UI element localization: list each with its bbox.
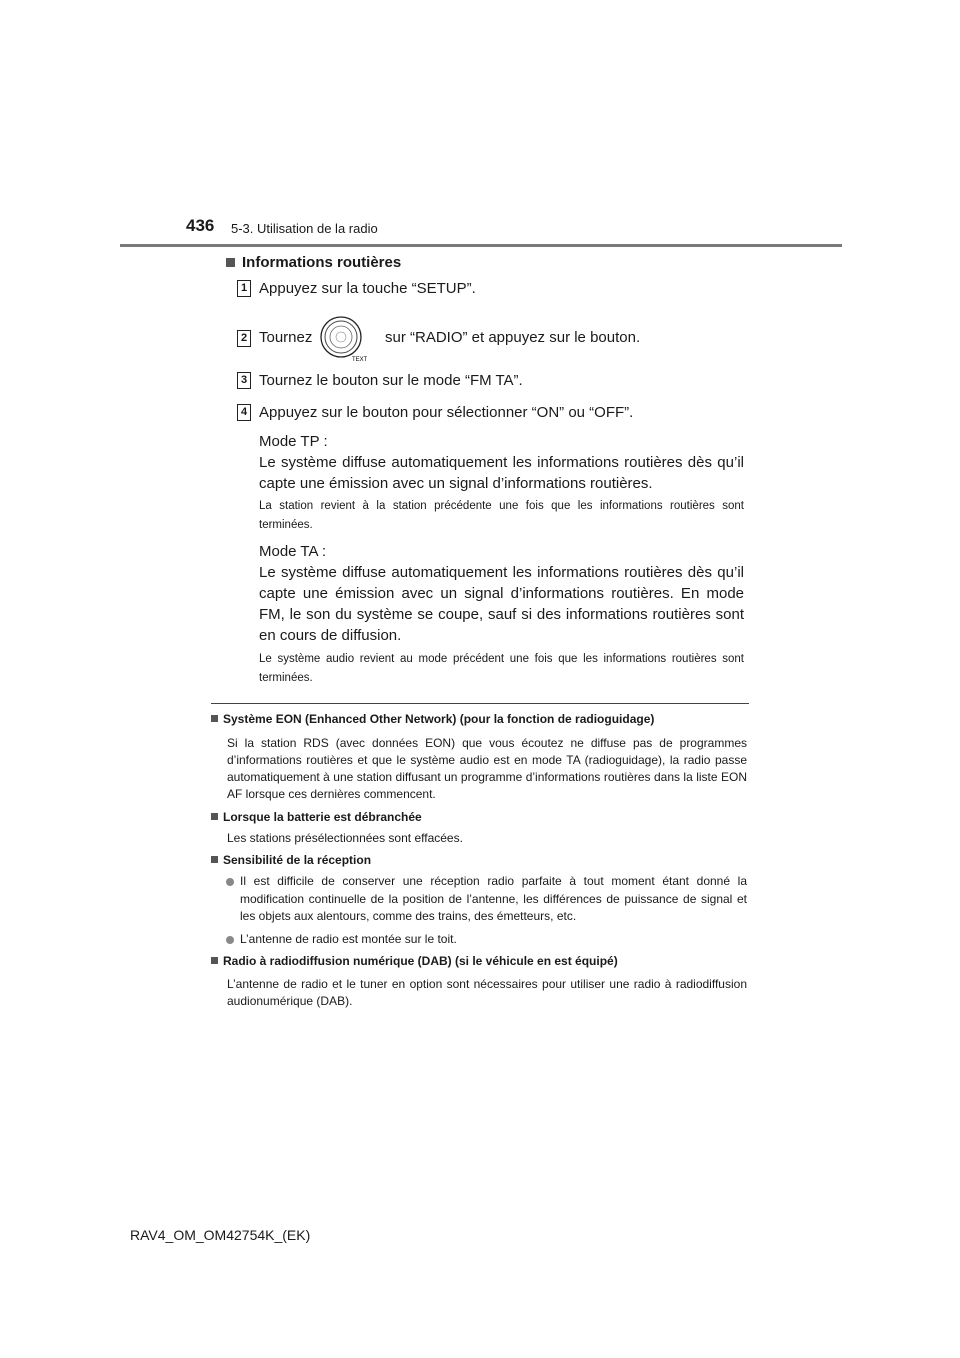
section-title: 5-3. Utilisation de la radio (231, 221, 378, 236)
square-bullet-icon (226, 258, 235, 267)
round-bullet-icon (226, 878, 234, 886)
main-heading-text: Informations routières (242, 254, 402, 271)
note-body-eon: Si la station RDS (avec données EON) que vous écoutez ne diffuse pas de programmes d’informations routières et que le système audio est en mode TA (radioguidage), la radio passe automatiquement à une station diffusant un programme d’informations routières dans la liste EON AF lorsque ces dernières commencent. (227, 736, 747, 801)
mode-tp-text: Le système diffuse automatiquement les informations routières dès qu’il capte une émission avec un signal d’informations routières. (259, 454, 744, 492)
step-text-4: Appuyez sur le bouton pour sélectionner “ON” ou “OFF”. (259, 404, 634, 421)
notes-divider (211, 703, 749, 704)
step-number-3: 3 (237, 372, 251, 389)
note-heading-dab-text: Radio à radiodiffusion numérique (DAB) (si le véhicule en est équipé) (223, 954, 618, 968)
step-text-2-before: Tournez (259, 329, 313, 346)
sensitivity-bullet-1: Il est difficile de conserver une réception radio parfaite à tout moment étant donné la modification continuelle de la position de l’antenne, les différences de puissance de signal et les objets aux alentours, comme des trains, des émetteurs, etc. (240, 874, 747, 923)
tune-knob-icon (319, 315, 367, 363)
step-text-2-after: sur “RADIO” et appuyez sur le bouton. (385, 329, 641, 346)
note-heading-battery-text: Lorsque la batterie est débranchée (223, 810, 422, 824)
square-bullet-icon (211, 856, 218, 863)
page-number: 436 (186, 216, 215, 235)
step-text-3: Tournez le bouton sur le mode “FM TA”. (259, 372, 523, 389)
knob-text-label: TEXT (352, 357, 367, 363)
mode-ta-title: Mode TA : (259, 543, 326, 560)
note-body-battery: Les stations présélectionnées sont effacées. (227, 831, 463, 845)
document-code: RAV4_OM_OM42754K_(EK) (130, 1227, 311, 1243)
mode-ta-note: Le système audio revient au mode précédent une fois que les informations routières sont terminées. (259, 653, 744, 684)
note-heading-eon-text: Système EON (Enhanced Other Network) (pour la fonction de radioguidage) (223, 712, 655, 726)
square-bullet-icon (211, 715, 218, 722)
note-body-dab: L’antenne de radio et le tuner en option sont nécessaires pour utiliser une radio à radiodiffusion audionumérique (DAB). (227, 977, 747, 1008)
sensitivity-bullet-2: L’antenne de radio est montée sur le toit. (240, 932, 457, 946)
step-number-2: 2 (237, 330, 251, 347)
note-heading-battery (211, 810, 422, 824)
step-text-1: Appuyez sur la touche “SETUP”. (259, 280, 476, 297)
main-heading (226, 254, 401, 271)
step-number-4: 4 (237, 404, 251, 421)
header-divider (120, 244, 842, 247)
square-bullet-icon (211, 957, 218, 964)
mode-tp-note: La station revient à la station précédente une fois que les informations routières sont terminées. (259, 500, 744, 531)
note-heading-dab (211, 954, 618, 968)
note-heading-sensitivity (211, 853, 371, 867)
step-number-1: 1 (237, 280, 251, 297)
note-heading-eon (211, 712, 654, 726)
mode-tp-title: Mode TP : (259, 433, 328, 450)
note-heading-sensitivity-text: Sensibilité de la réception (223, 853, 372, 867)
mode-ta-text: Le système diffuse automatiquement les informations routières dès qu’il capte une émission avec un signal d’informations routières. En mode FM, le son du système se coupe, sauf si des informations routières sont en cours de diffusion. (259, 564, 744, 644)
square-bullet-icon (211, 813, 218, 820)
round-bullet-icon (226, 936, 234, 944)
